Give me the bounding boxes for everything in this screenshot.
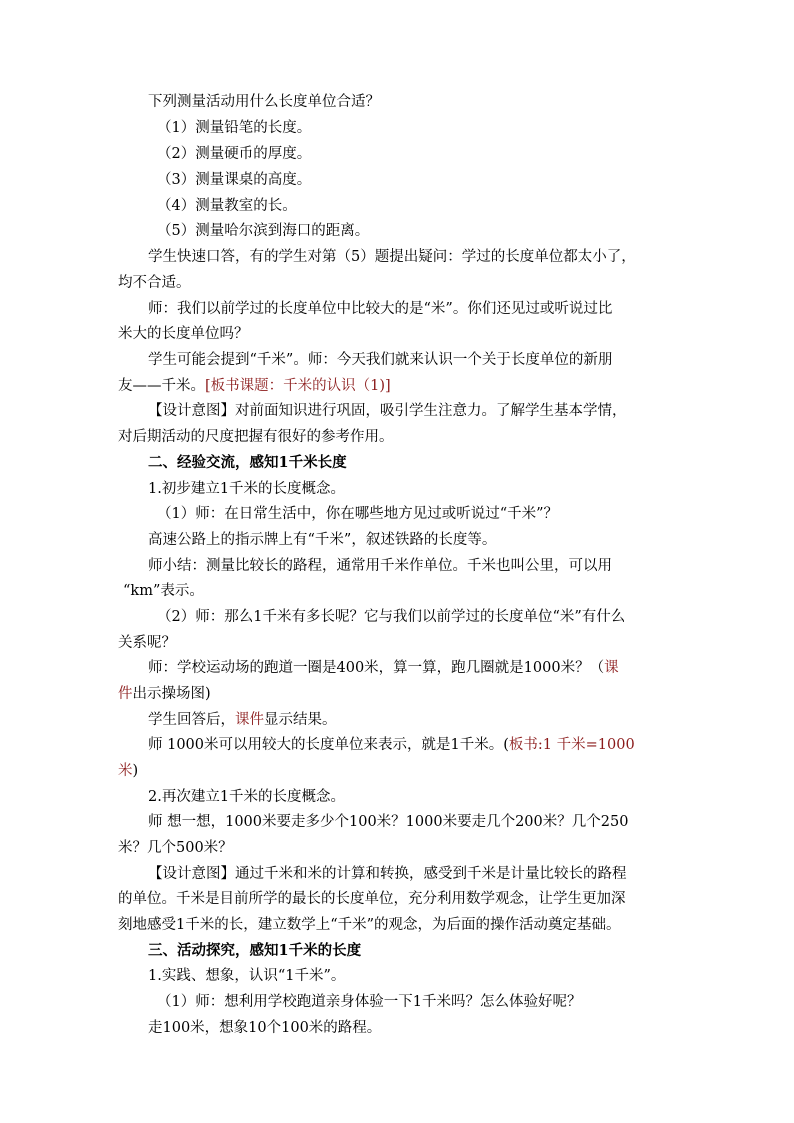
paragraph-line: 师：我们以前学过的长度单位中比较大的是“米”。你们还见过或听说过比 bbox=[148, 301, 613, 317]
question-item-5: （5）测量哈尔滨到海口的距离。 bbox=[157, 223, 370, 239]
subsection-1: 1.实践、想象，认识“1千米”。 bbox=[148, 968, 346, 984]
paragraph-line: （1）师：在日常生活中，你在哪些地方见过或听说过“千米”？ bbox=[157, 506, 559, 522]
paragraph-line: （1）师：想利用学校跑道亲身体验一下1千米吗？怎么体验好呢？ bbox=[157, 994, 582, 1010]
paragraph-line: “km”表示。 bbox=[123, 583, 204, 599]
section-heading-2: 二、经验交流，感知1千米长度 bbox=[148, 454, 347, 471]
question-item-4: （4）测量教室的长。 bbox=[157, 198, 297, 214]
paragraph-line: 均不合适。 bbox=[118, 275, 191, 291]
text-run: 师 1000米可以用较大的长度单位来表示，就是1千米。( bbox=[148, 737, 509, 753]
section-heading-3: 三、活动探究，感知1千米的长度 bbox=[148, 942, 362, 959]
text-run: 出示操场图) bbox=[132, 686, 211, 702]
board-note: 板书:1 千米=1000 bbox=[508, 737, 635, 753]
paragraph-line: 师小结：测量比较长的路程，通常用千米作单位。千米也叫公里，可以用 bbox=[148, 558, 612, 574]
courseware-note: 课 bbox=[604, 660, 619, 676]
paragraph-line: 学生快速口答，有的学生对第（5）题提出疑问：学过的长度单位都太小了， bbox=[148, 249, 636, 265]
paragraph-line bbox=[118, 684, 211, 704]
paragraph-line bbox=[118, 376, 391, 396]
paragraph-line bbox=[148, 710, 337, 730]
paragraph-line bbox=[118, 761, 138, 781]
paragraph-line: 高速公路上的指示牌上有“千米”，叙述铁路的长度等。 bbox=[148, 532, 497, 548]
subsection-2: 2.再次建立1千米的长度概念。 bbox=[148, 789, 346, 805]
question-item-2: （2）测量硬币的厚度。 bbox=[157, 146, 312, 162]
paragraph-line bbox=[148, 658, 619, 678]
paragraph-line: 米？几个500米？ bbox=[118, 840, 233, 856]
question-intro: 下列测量活动用什么长度单位合适？ bbox=[148, 94, 380, 110]
question-item-1: （1）测量铅笔的长度。 bbox=[157, 120, 312, 136]
design-intent-line: 的单位。千米是目前所学的最长的长度单位，充分利用数学观念，让学生更加深 bbox=[118, 891, 626, 907]
paragraph-line: 关系呢？ bbox=[118, 635, 176, 651]
text-run: ) bbox=[132, 763, 139, 779]
board-note: 米 bbox=[118, 763, 133, 779]
board-note: [板书课题：千米的认识（1)] bbox=[205, 378, 391, 394]
design-intent-line: 【设计意图】对前面知识进行巩固，吸引学生注意力。了解学生基本学情， bbox=[148, 403, 627, 419]
design-intent-line: 对后期活动的尺度把握有很好的参考作用。 bbox=[118, 429, 394, 445]
paragraph-line: 走100米，想象10个100米的路程。 bbox=[148, 1020, 382, 1036]
paragraph-line: （2）师：那么1千米有多长呢？它与我们以前学过的长度单位“米”有什么 bbox=[157, 609, 626, 625]
paragraph-line: 师 想一想，1000米要走多少个100米？1000米要走几个200米？几个250 bbox=[148, 814, 629, 830]
text-run: 友——千米。 bbox=[118, 378, 205, 394]
courseware-note: 课件 bbox=[235, 712, 264, 728]
text-run: 学生回答后， bbox=[148, 712, 235, 728]
paragraph-line: 米大的长度单位吗？ bbox=[118, 326, 249, 342]
paragraph-line bbox=[148, 735, 635, 755]
text-run: 显示结果。 bbox=[264, 712, 337, 728]
courseware-note: 件 bbox=[118, 686, 133, 702]
question-item-3: （3）测量课桌的高度。 bbox=[157, 172, 312, 188]
design-intent-line: 【设计意图】通过千米和米的计算和转换，感受到千米是计量比较长的路程 bbox=[148, 866, 627, 882]
design-intent-line: 刻地感受1千米的长，建立数学上“千米”的观念，为后面的操作活动奠定基础。 bbox=[118, 917, 621, 933]
paragraph-line: 学生可能会提到“千米”。师：今天我们就来认识一个关于长度单位的新朋 bbox=[148, 352, 613, 368]
text-run: 师：学校运动场的跑道一圈是400米，算一算，跑几圈就是1000米？（ bbox=[148, 660, 605, 676]
subsection-1: 1.初步建立1千米的长度概念。 bbox=[148, 481, 346, 497]
